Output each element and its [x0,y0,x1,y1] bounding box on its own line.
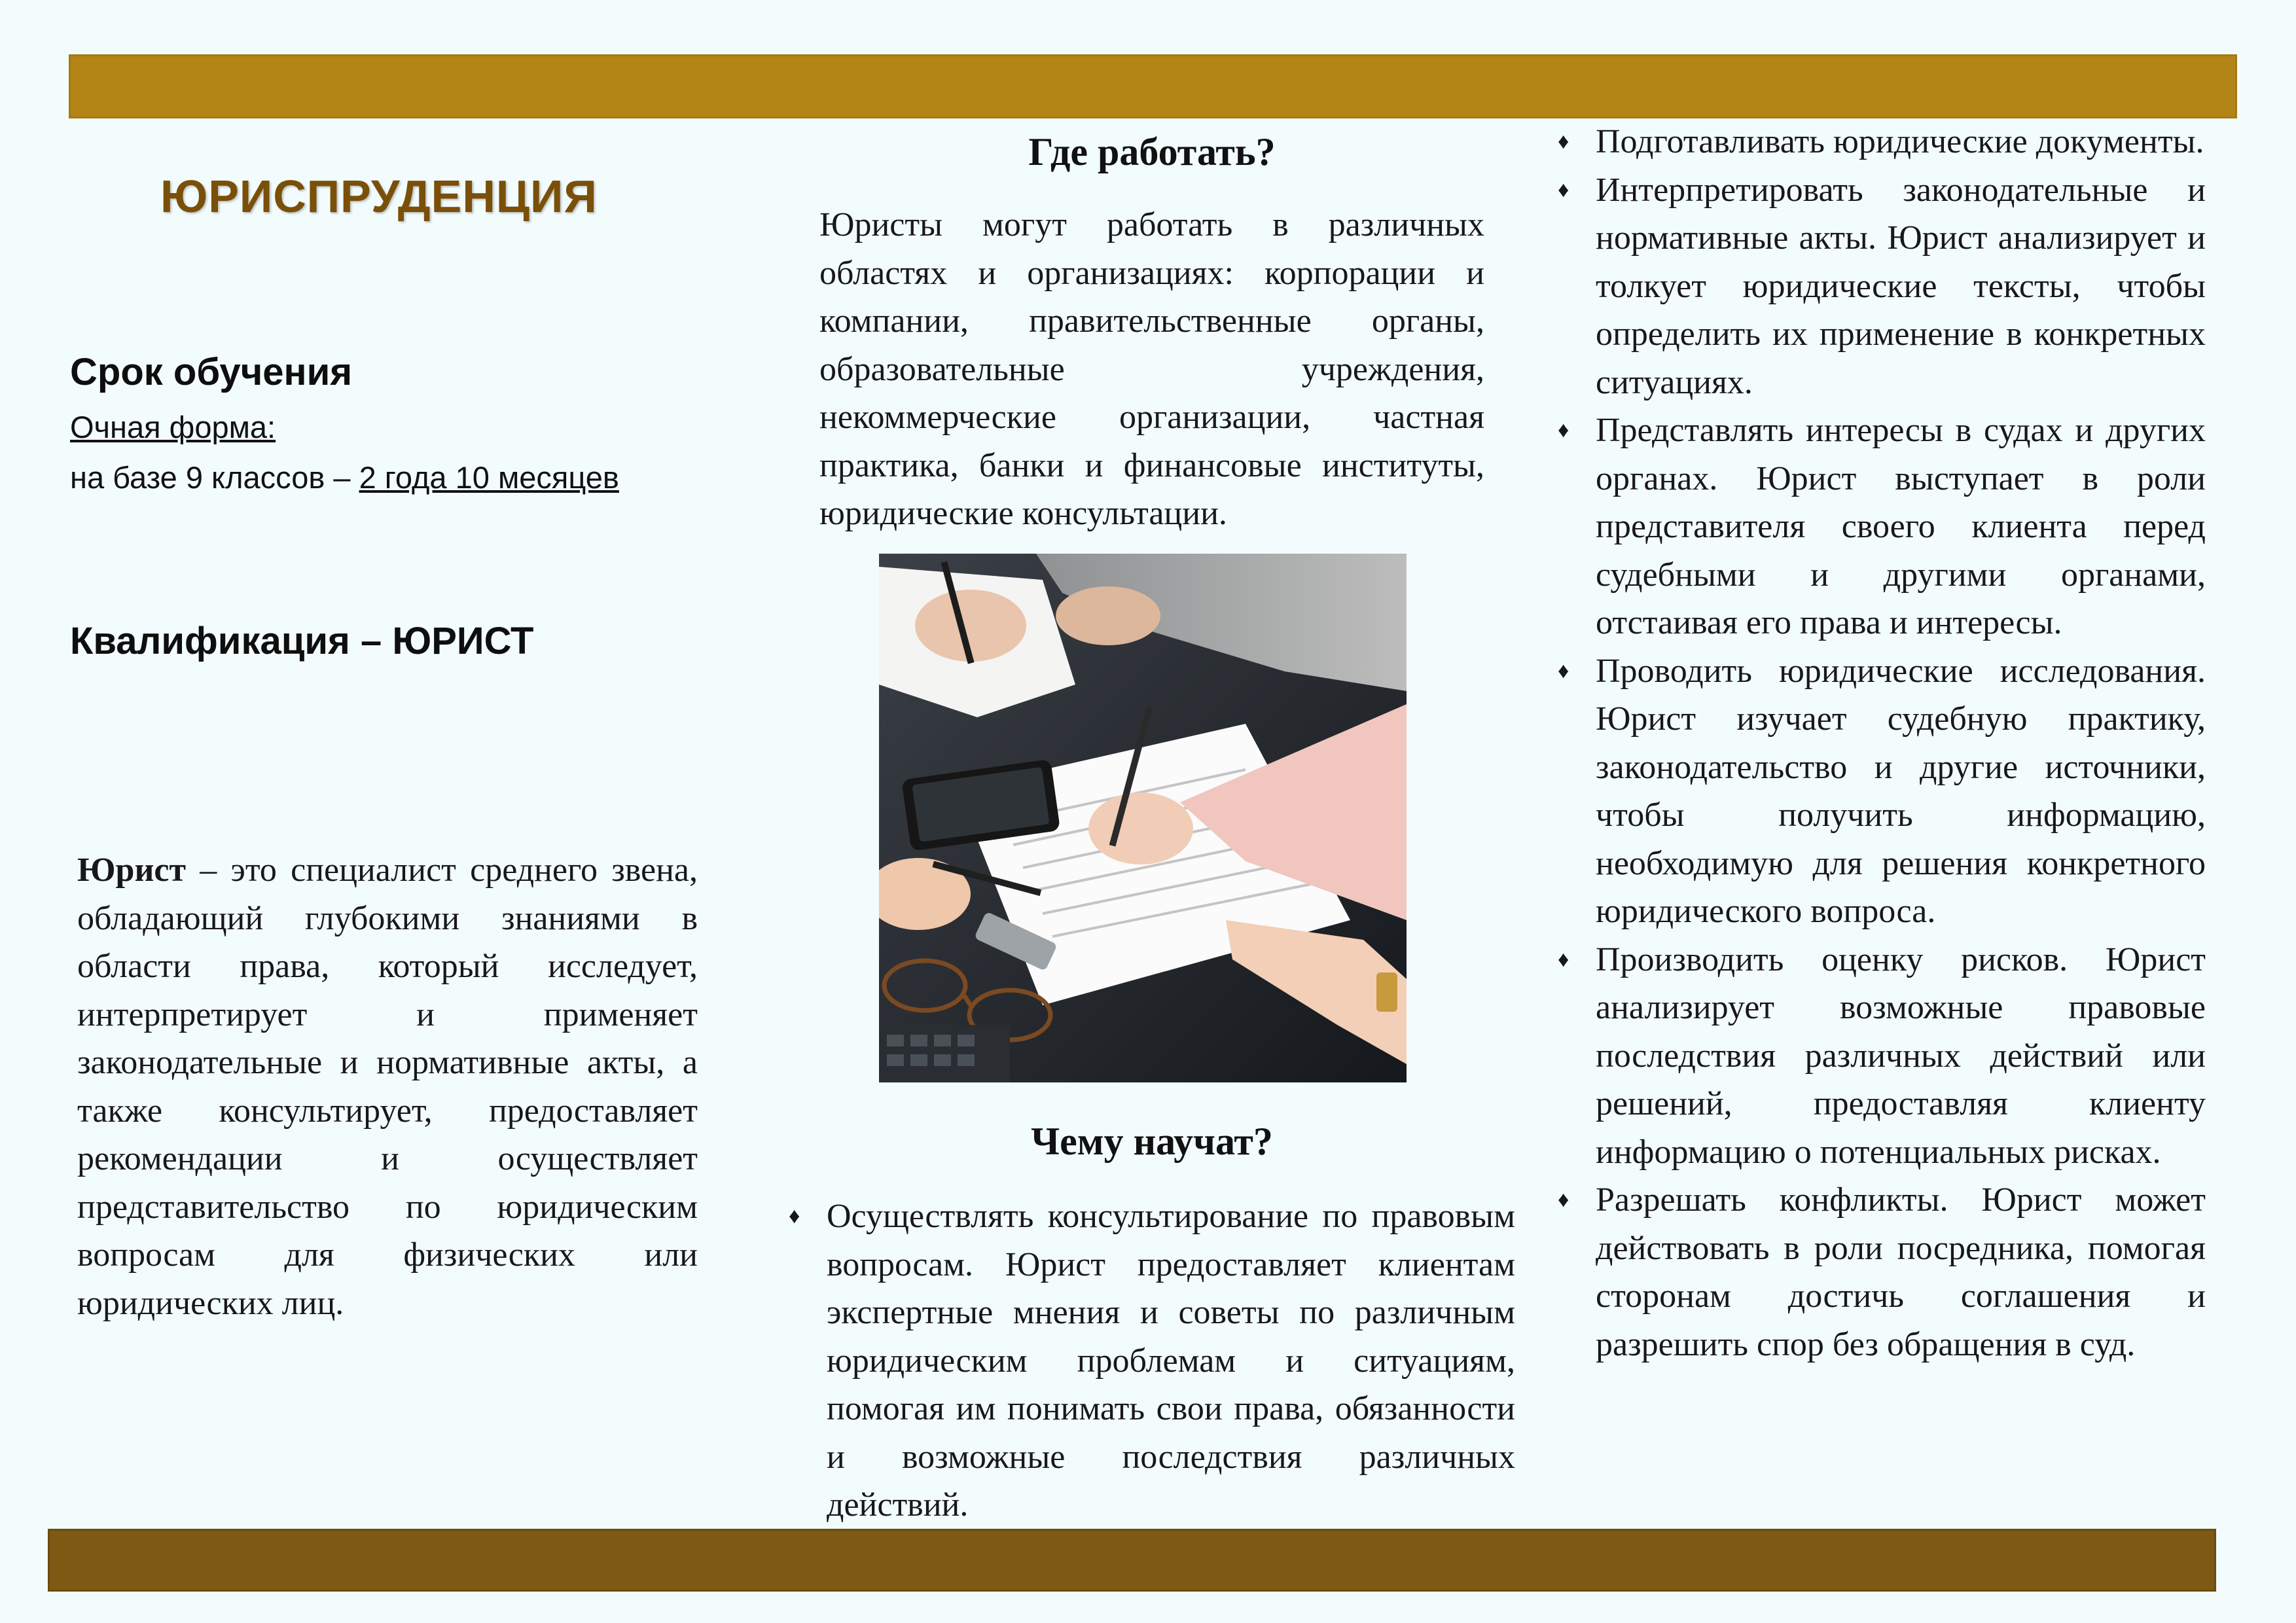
diamond-bullet-icon: ♦ [1558,130,1570,154]
photo-hand-right [1056,586,1160,645]
learn-list [789,1192,1515,1529]
photo-watch [1376,972,1397,1012]
business-documents-photo [879,554,1407,1082]
definition-term: Юрист [77,851,187,889]
list-item: ♦ Подготавливать юридические документы. [1558,118,2206,166]
what-will-learn-heading: Чему научат? [1031,1120,1273,1163]
list-item: ♦ Разрешать конфликты. Юрист может действовать в роли посредника, помогая сторонам достичь соглашения и разрешить спор без обращения в суд. [1558,1176,2206,1368]
list-item: ♦ Производить оценку рисков. Юрист анализирует возможные правовые последствия различных действий или решений, предоставляя клиенту информацию о потенциальных рисках. [1558,936,2206,1177]
diamond-bullet-icon: ♦ [1558,1188,1570,1212]
study-duration-value: 2 года 10 месяцев [359,460,619,495]
where-to-work-text: Юристы могут работать в различных областях и организациях: корпорации и компании, правительственные органы, образовательные учреждения, некоммерческие организации, частная практика, банки и финансовые институты, юридические консультации. [819,206,1484,532]
skills-list [1558,118,2206,1368]
study-form-label: Очная форма: [70,410,276,444]
definition-text: – это специалист среднего звена, обладающий глубокими знаниями в области права, который исследует, интерпретирует и применяет законодательные и нормативные акты, а также консультирует, предоставляет рекомендации и осуществляет представительство по юридическим вопросам для физических или юридических лиц. [77,851,698,1322]
lawyer-definition [77,846,698,1327]
list-item: ♦ Осуществлять консультирование по правовым вопросам. Юрист предоставляет клиентам экспертные мнения и советы по различным юридическим проблемам и ситуациям, помогая им понимать свои права, обязанности и возможные последствия различных действий. [789,1192,1515,1529]
study-duration-heading: Срок обучения [70,351,353,393]
photo-hand-pink [1088,793,1193,865]
study-base-line [70,459,619,495]
page-title: ЮРИСПРУДЕНЦИЯ [160,171,598,222]
top-decorative-bar [69,54,2237,118]
list-item: ♦ Представлять интересы в судах и других органах. Юрист выступает в роли представителя своего клиента перед судебными и другими органами, отстаивая его права и интересы. [1558,406,2206,647]
list-item: ♦ Интерпретировать законодательные и нормативные акты. Юрист анализирует и толкует юридические тексты, чтобы определить их применение в конкретных ситуациях. [1558,166,2206,407]
diamond-bullet-icon: ♦ [1558,418,1570,442]
diamond-bullet-icon: ♦ [1558,947,1570,972]
diamond-bullet-icon: ♦ [1558,177,1570,202]
diamond-bullet-icon: ♦ [789,1204,800,1228]
list-item: ♦ Проводить юридические исследования. Юрист изучает судебную практику, законодательство и другие источники, чтобы получить информацию, необходимую для решения конкретного юридического вопроса. [1558,647,2206,936]
diamond-bullet-icon: ♦ [1558,658,1570,683]
qualification-heading: Квалификация – ЮРИСТ [70,620,534,662]
study-base-prefix: на базе 9 классов – [70,460,359,495]
where-to-work-heading: Где работать? [1028,130,1276,173]
photo-calculator [879,1025,1010,1082]
bottom-decorative-bar [48,1529,2216,1592]
